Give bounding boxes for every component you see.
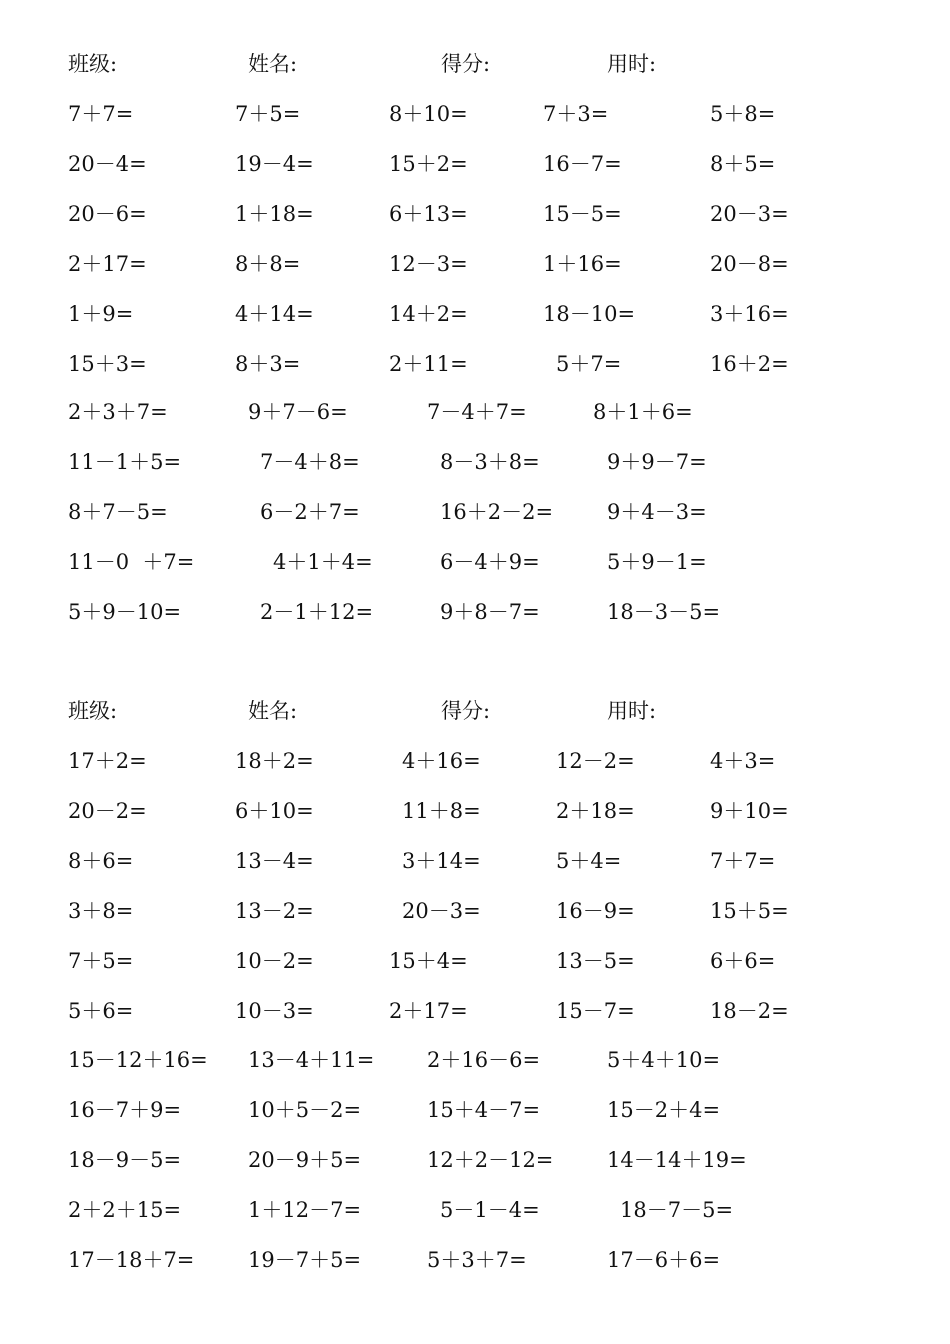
math-problem: 2＋2＋15= <box>68 1198 182 1222</box>
math-problem: 20－4= <box>68 152 147 176</box>
math-problem: 9＋4－3= <box>607 500 707 524</box>
math-problem: 15＋4－7= <box>427 1098 541 1122</box>
math-problem: 17－6＋6= <box>607 1248 721 1272</box>
math-problem: 12－3= <box>389 252 468 276</box>
math-problem: 6－4＋9= <box>440 550 540 574</box>
math-problem: 15＋5= <box>710 899 789 923</box>
math-problem: 20－9＋5= <box>248 1148 362 1172</box>
worksheet-2-name-label: 姓名: <box>248 699 298 723</box>
math-problem: 2＋17= <box>389 999 468 1023</box>
math-problem: 10－2= <box>235 949 314 973</box>
math-problem: 20－2= <box>68 799 147 823</box>
math-problem: 5＋8= <box>710 102 776 126</box>
math-problem: 3＋16= <box>710 302 789 326</box>
math-problem: 8＋7－5= <box>68 500 168 524</box>
math-problem: 18－2= <box>710 999 789 1023</box>
worksheet-1-class-label: 班级: <box>68 52 118 76</box>
worksheet-1-name-label: 姓名: <box>248 52 298 76</box>
math-problem: 2＋17= <box>68 252 147 276</box>
math-problem: 4＋16= <box>402 749 481 773</box>
math-problem: 15＋4= <box>389 949 468 973</box>
math-problem: 7＋7= <box>68 102 134 126</box>
math-problem: 9＋8－7= <box>440 600 540 624</box>
math-problem: 5＋4= <box>556 849 622 873</box>
worksheet-2-time-label: 用时: <box>607 699 657 723</box>
math-problem: 2＋18= <box>556 799 635 823</box>
math-problem: 8＋5= <box>710 152 776 176</box>
math-problem: 8＋6= <box>68 849 134 873</box>
math-problem: 7＋7= <box>710 849 776 873</box>
math-problem: 17＋2= <box>68 749 147 773</box>
math-problem: 5＋7= <box>556 352 622 376</box>
math-problem: 1＋16= <box>543 252 622 276</box>
math-problem: 1＋9= <box>68 302 134 326</box>
math-problem: 16－7= <box>543 152 622 176</box>
math-problem: 18－7－5= <box>620 1198 734 1222</box>
math-problem: 6－2＋7= <box>260 500 360 524</box>
math-problem: 5－1－4= <box>440 1198 540 1222</box>
math-problem: 5＋6= <box>68 999 134 1023</box>
math-problem: 18－10= <box>543 302 636 326</box>
math-problem: 20－3= <box>710 202 789 226</box>
math-problem: 18－9－5= <box>68 1148 182 1172</box>
math-problem: 18－3－5= <box>607 600 721 624</box>
math-problem: 4＋3= <box>710 749 776 773</box>
math-problem: 15－12＋16= <box>68 1048 208 1072</box>
math-problem: 9＋9－7= <box>607 450 707 474</box>
math-problem: 4＋14= <box>235 302 314 326</box>
math-problem: 16＋2－2= <box>440 500 554 524</box>
math-problem: 8＋1＋6= <box>593 400 693 424</box>
math-problem: 13－5= <box>556 949 635 973</box>
math-problem: 15－7= <box>556 999 635 1023</box>
math-problem: 2＋11= <box>389 352 468 376</box>
math-problem: 17－18＋7= <box>68 1248 195 1272</box>
math-problem: 11－0 ＋7= <box>68 550 195 574</box>
math-problem: 2＋3＋7= <box>68 400 168 424</box>
math-problem: 15－5= <box>543 202 622 226</box>
math-problem: 8＋8= <box>235 252 301 276</box>
math-problem: 9＋10= <box>710 799 789 823</box>
math-problem: 8＋3= <box>235 352 301 376</box>
math-problem: 10－3= <box>235 999 314 1023</box>
math-problem: 5＋3＋7= <box>427 1248 527 1272</box>
math-problem: 16＋2= <box>710 352 789 376</box>
math-problem: 7＋5= <box>68 949 134 973</box>
math-problem: 14＋2= <box>389 302 468 326</box>
math-problem: 14－14＋19= <box>607 1148 747 1172</box>
math-problem: 2＋16－6= <box>427 1048 541 1072</box>
math-problem: 18＋2= <box>235 749 314 773</box>
math-problem: 5＋9－1= <box>607 550 707 574</box>
math-problem: 6＋6= <box>710 949 776 973</box>
math-problem: 6＋13= <box>389 202 468 226</box>
math-problem: 11＋8= <box>402 799 481 823</box>
math-problem: 16－9= <box>556 899 635 923</box>
worksheet-1-score-label: 得分: <box>441 52 491 76</box>
math-problem: 12＋2－12= <box>427 1148 554 1172</box>
math-problem: 15＋3= <box>68 352 147 376</box>
math-problem: 19－7＋5= <box>248 1248 362 1272</box>
math-problem: 2－1＋12= <box>260 600 374 624</box>
math-problem: 13－2= <box>235 899 314 923</box>
math-problem: 19－4= <box>235 152 314 176</box>
math-problem: 13－4＋11= <box>248 1048 375 1072</box>
math-problem: 7＋5= <box>235 102 301 126</box>
worksheet-2-class-label: 班级: <box>68 699 118 723</box>
math-problem: 8＋10= <box>389 102 468 126</box>
math-problem: 7＋3= <box>543 102 609 126</box>
math-problem: 7－4＋8= <box>260 450 360 474</box>
math-problem: 5＋4＋10= <box>607 1048 721 1072</box>
math-problem: 6＋10= <box>235 799 314 823</box>
math-problem: 5＋9－10= <box>68 600 182 624</box>
worksheet-1-time-label: 用时: <box>607 52 657 76</box>
math-problem: 20－8= <box>710 252 789 276</box>
math-problem: 1＋12－7= <box>248 1198 362 1222</box>
math-problem: 4＋1＋4= <box>273 550 373 574</box>
math-problem: 12－2= <box>556 749 635 773</box>
math-problem: 7－4＋7= <box>427 400 527 424</box>
math-problem: 16－7＋9= <box>68 1098 182 1122</box>
math-problem: 3＋8= <box>68 899 134 923</box>
math-problem: 13－4= <box>235 849 314 873</box>
math-problem: 8－3＋8= <box>440 450 540 474</box>
math-problem: 20－6= <box>68 202 147 226</box>
math-problem: 10＋5－2= <box>248 1098 362 1122</box>
math-problem: 9＋7－6= <box>248 400 348 424</box>
math-problem: 20－3= <box>402 899 481 923</box>
math-problem: 1＋18= <box>235 202 314 226</box>
math-problem: 15－2＋4= <box>607 1098 721 1122</box>
math-problem: 15＋2= <box>389 152 468 176</box>
worksheet-2-score-label: 得分: <box>441 699 491 723</box>
math-problem: 3＋14= <box>402 849 481 873</box>
math-problem: 11－1＋5= <box>68 450 182 474</box>
